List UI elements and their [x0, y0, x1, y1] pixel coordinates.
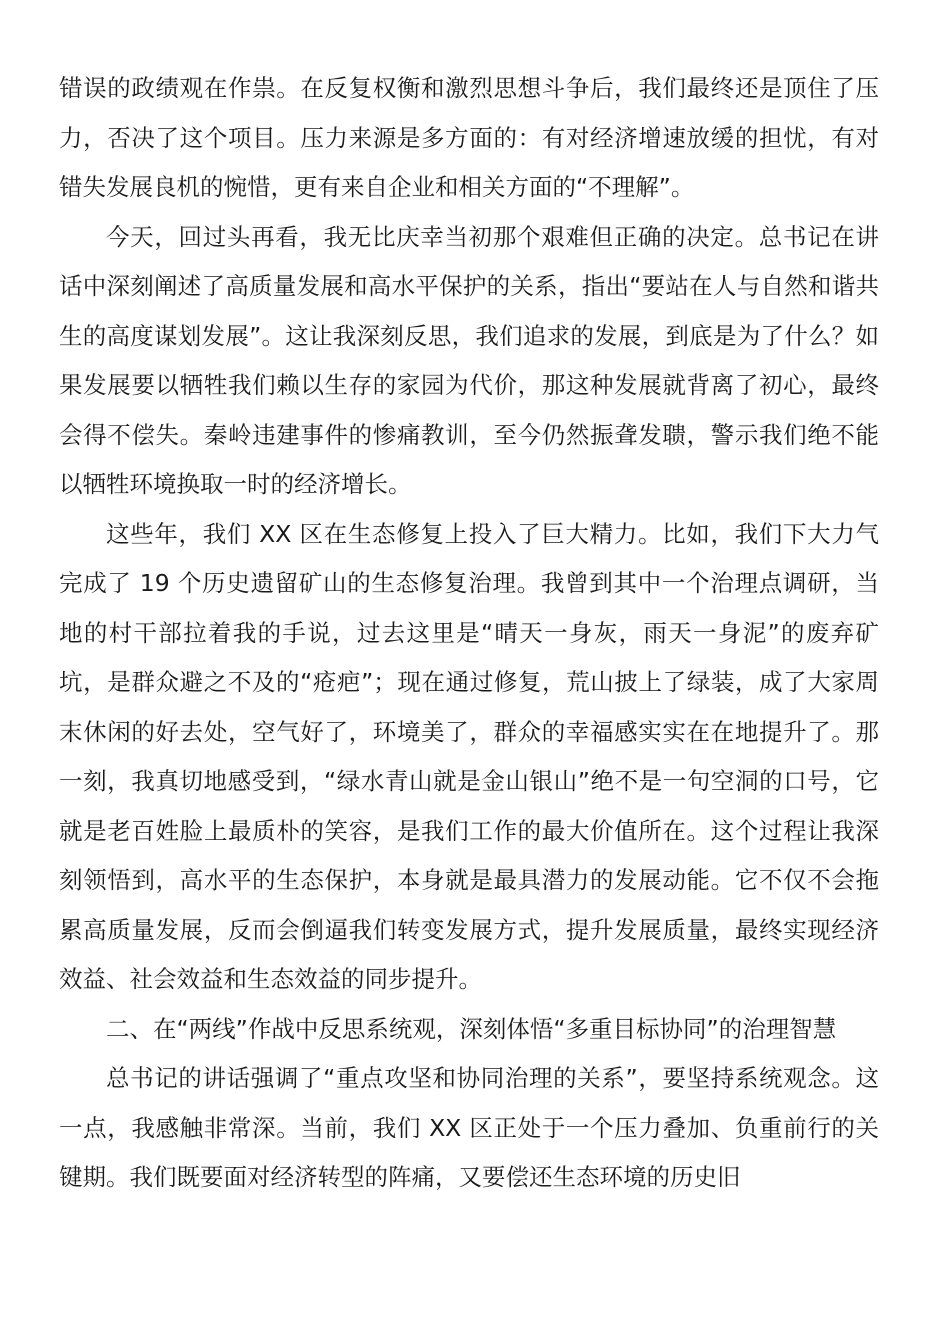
document-body	[59, 64, 879, 1203]
paragraph-reflection: 今天，回过头再看，我无比庆幸当初那个艰难但正确的决定。总书记在讲话中深刻阐述了高质量发展和高水平保护的关系，指出“要站在人与自然和谐共生的高度谋划发展”。这让我深刻反思，我们追求的发展，到底是为了什么？如果发展要以牺牲我们赖以生存的家园为代价，那这种发展就背离了初心，最终会得不偿失。秦岭违建事件的惨痛教训，至今仍然振聋发聩，警示我们绝不能以牺牲环境换取一时的经济增长。	[59, 222, 879, 498]
paragraph-ecological-restoration: 这些年，我们 XX 区在生态修复上投入了巨大精力。比如，我们下大力气完成了 19 个历史遗留矿山的生态修复治理。我曾到其中一个治理点调研，当地的村干部拉着我的手说，过去这里是“晴天一身灰，雨天一身泥”的废弃矿坑，是群众避之不及的“疮疤”；现在通过修复，荒山披上了绿装，成了大家周末休闲的好去处，空气好了，环境美了，群众的幸福感实实在在地提升了。那一刻，我真切地感受到，“绿水青山就是金山银山”绝不是一句空洞的口号，它就是老百姓脸上最质朴的笑容，是我们工作的最大价值所在。这个过程让我深刻领悟到，高水平的生态保护，本身就是最具潜力的发展动能。它不仅不会拖累高质量发展，反而会倒逼我们转变发展方式，提升发展质量，最终实现经济效益、社会效益和生态效益的同步提升。	[59, 519, 879, 993]
paragraph-continuation: 错误的政绩观在作祟。在反复权衡和激烈思想斗争后，我们最终还是顶住了压力，否决了这个项目。压力来源是多方面的：有对经济增速放缓的担忧，有对错失发展良机的惋惜，更有来自企业和相关方面的“不理解”。	[59, 74, 879, 201]
section-heading: 二、在“两线”作战中反思系统观，深刻体悟“多重目标协同”的治理智慧	[106, 1014, 837, 1043]
paragraph-systems-view: 总书记的讲话强调了“重点攻坚和协同治理的关系”，要坚持系统观念。这一点，我感触非常深。当前，我们 XX 区正处于一个压力叠加、负重前行的关键期。我们既要面对经济转型的阵痛，又要偿还生态环境的历史旧	[59, 1064, 879, 1191]
